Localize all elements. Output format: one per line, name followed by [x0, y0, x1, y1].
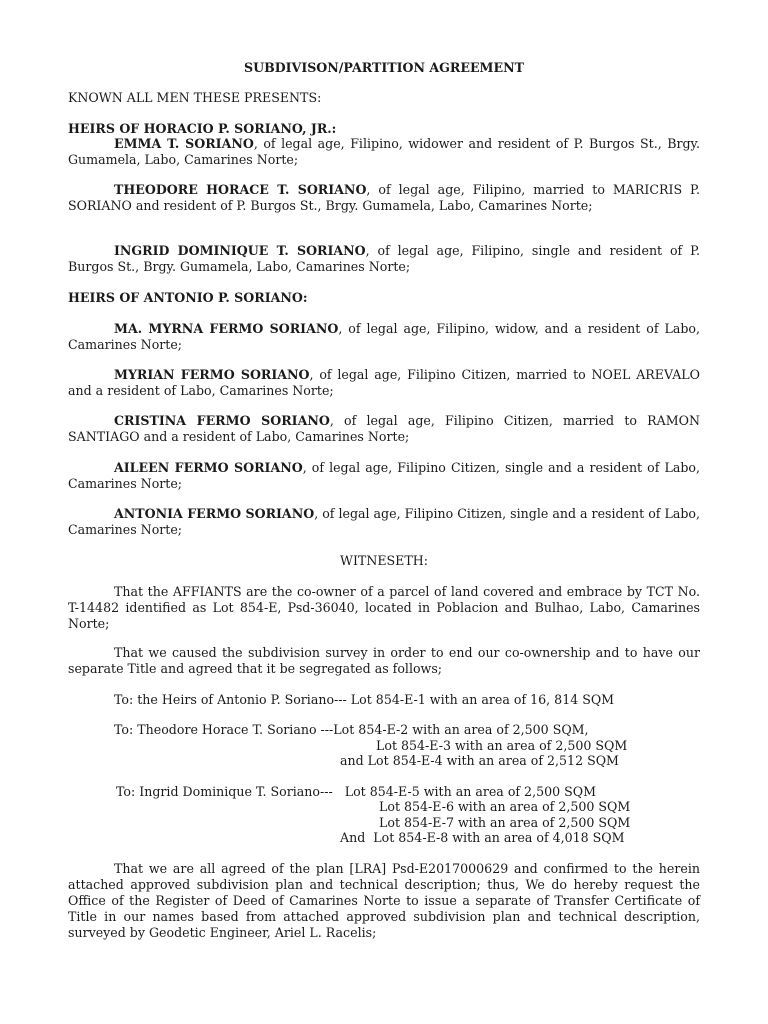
party-myrian: MYRIAN FERMO SORIANO, of legal age, Filipino Citizen, married to NOEL AREVALO and a resident of Labo, Camarines Norte;: [68, 367, 700, 398]
party-emma: EMMA T. SORIANO, of legal age, Filipino, widower and resident of P. Burgos St., Brgy. Gumamela, Labo, Camarines Norte;: [68, 136, 700, 167]
paragraph-plan-request: That we are all agreed of the plan [LRA] Psd-E2017000629 and confirmed to the herein attached approved subdivision plan and technical description; thus, We do hereby request the Office of the Register of Deed of Camarines Norte to issue a separate of Transfer Certificate of Title in our names based from attached approved subdivision plan and technical description, surveyed by Geodetic Engineer, Ariel L. Racelis;: [68, 861, 700, 940]
document-title: SUBDIVISON/PARTITION AGREEMENT: [244, 60, 524, 75]
opening-line: KNOWN ALL MEN THESE PRESENTS:: [68, 90, 322, 105]
witnesseth-heading: WITNESETH:: [340, 553, 428, 568]
allocation-theodore-line-3: and Lot 854-E-4 with an area of 2,512 SQM: [340, 753, 619, 768]
paragraph-survey: That we caused the subdivision survey in order to end our co-ownership and to have our separate Title and agreed that it be segregated as follows;: [68, 645, 700, 676]
party-aileen: AILEEN FERMO SORIANO, of legal age, Filipino Citizen, single and a resident of Labo, Camarines Norte;: [68, 460, 700, 491]
group1-heading: HEIRS OF HORACIO P. SORIANO, JR.:: [68, 121, 337, 136]
party-ingrid: INGRID DOMINIQUE T. SORIANO, of legal age, Filipino, single and resident of P. Burgos St., Brgy. Gumamela, Labo, Camarines Norte;: [68, 243, 700, 274]
allocation-ingrid-line-3: Lot 854-E-7 with an area of 2,500 SQM: [379, 815, 631, 830]
allocation-theodore-line-2: Lot 854-E-3 with an area of 2,500 SQM: [376, 738, 628, 753]
party-antonia: ANTONIA FERMO SORIANO, of legal age, Filipino Citizen, single and a resident of Labo, Camarines Norte;: [68, 506, 700, 537]
party-myrna: MA. MYRNA FERMO SORIANO, of legal age, Filipino, widow, and a resident of Labo, Camarines Norte;: [68, 321, 700, 352]
allocation-ingrid-line-1: To: Ingrid Dominique T. Soriano--- Lot 854-E-5 with an area of 2,500 SQM: [116, 784, 596, 799]
paragraph-tct: That the AFFIANTS are the co-owner of a parcel of land covered and embrace by TCT No. T-14482 identified as Lot 854-E, Psd-36040, located in Poblacion and Bulhao, Labo, Camarines Norte;: [68, 584, 700, 631]
group2-heading: HEIRS OF ANTONIO P. SORIANO:: [68, 290, 308, 305]
allocation-ingrid-line-2: Lot 854-E-6 with an area of 2,500 SQM: [379, 799, 631, 814]
allocation-theodore-line-1: To: Theodore Horace T. Soriano ---Lot 854-E-2 with an area of 2,500 SQM,: [114, 722, 589, 737]
party-cristina: CRISTINA FERMO SORIANO, of legal age, Filipino Citizen, married to RAMON SANTIAGO and a resident of Labo, Camarines Norte;: [68, 413, 700, 444]
allocation-ingrid-line-4: And Lot 854-E-8 with an area of 4,018 SQM: [340, 830, 625, 845]
allocation-heirs-antonio: To: the Heirs of Antonio P. Soriano--- Lot 854-E-1 with an area of 16, 814 SQM: [114, 692, 615, 707]
party-theodore: THEODORE HORACE T. SORIANO, of legal age, Filipino, married to MARICRIS P. SORIANO and resident of P. Burgos St., Brgy. Gumamela, Labo, Camarines Norte;: [68, 182, 700, 213]
